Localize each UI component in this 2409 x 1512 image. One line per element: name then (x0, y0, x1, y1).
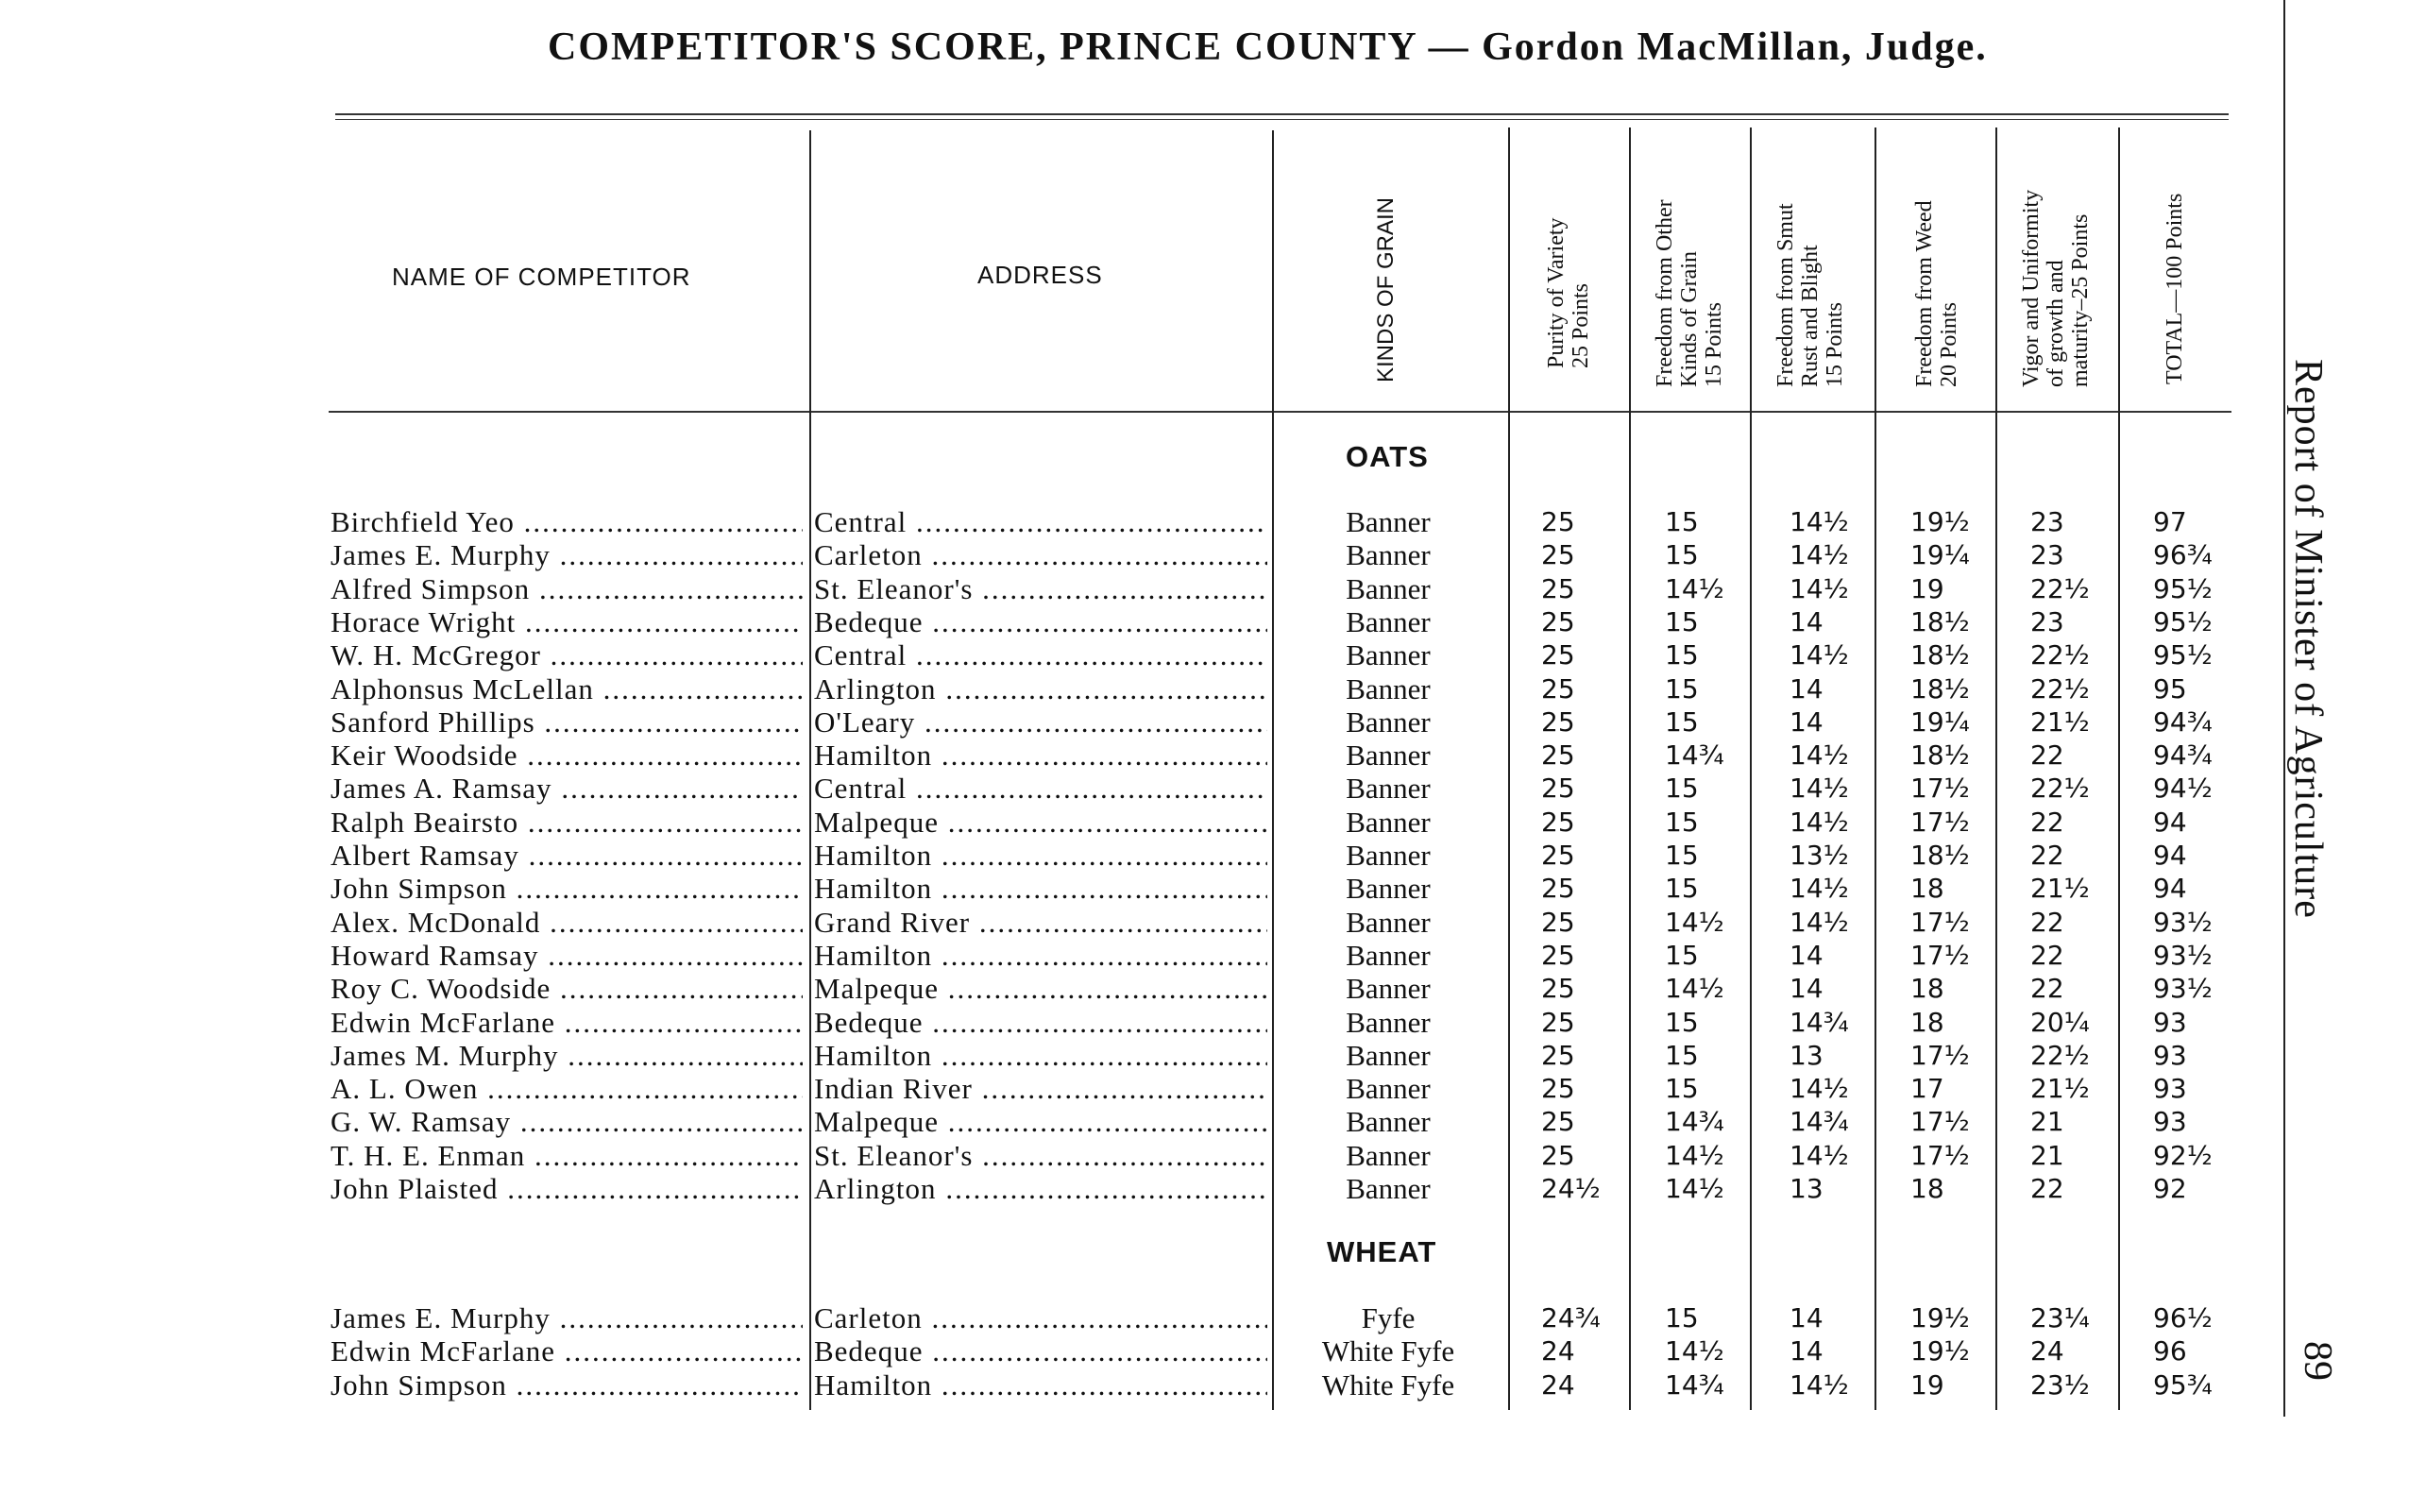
competitor-name: A. L. Owen ..... (331, 1072, 803, 1106)
grain-kind: Banner (1346, 1105, 1431, 1139)
competitor-name: Howard Ramsay ..... (331, 939, 803, 973)
page-title (548, 25, 2153, 70)
header-other-line3: 15 Points (1702, 301, 1726, 387)
score-purity: 24 (1541, 1335, 1575, 1368)
score-vigor: 22 (2030, 906, 2064, 938)
score-smut: 14½ (1790, 639, 1849, 671)
header-freedom-weed (1912, 130, 1961, 387)
header-weed-line1: Freedom from Weed (1912, 200, 1937, 387)
score-smut: 14½ (1790, 1073, 1849, 1105)
header-other-line1: Freedom from Other (1653, 199, 1677, 387)
col-rule-smut (1750, 127, 1752, 1410)
score-total: 92½ (2153, 1139, 2213, 1171)
header-address: ADDRESS (977, 261, 1103, 289)
score-purity: 25 (1541, 773, 1575, 805)
score-vigor: 22 (2030, 939, 2064, 971)
competitor-name: Keir Woodside ..... (331, 739, 803, 773)
grain-kind: Banner (1346, 805, 1431, 839)
grain-kind: Banner (1346, 839, 1431, 872)
score-other: 15 (1665, 840, 1699, 871)
score-other: 15 (1665, 1039, 1699, 1071)
score-weed: 17½ (1910, 1039, 1970, 1071)
score-purity: 25 (1541, 739, 1575, 772)
score-total: 93 (2153, 1039, 2187, 1071)
col-rule-other (1629, 127, 1631, 1410)
score-smut: 14½ (1790, 873, 1849, 905)
score-other: 15 (1665, 672, 1699, 705)
score-vigor: 23¼ (2030, 1302, 2090, 1334)
grain-kind: Banner (1346, 1072, 1431, 1106)
score-total: 95½ (2153, 572, 2213, 604)
score-smut: 14½ (1790, 906, 1849, 938)
score-total: 97 (2153, 506, 2187, 537)
score-weed: 19 (1910, 1368, 1944, 1401)
header-bottom-rule (329, 411, 2231, 413)
score-purity: 25 (1541, 1106, 1575, 1138)
score-smut: 14 (1790, 605, 1824, 637)
score-purity: 24½ (1541, 1173, 1601, 1204)
grain-kind: Banner (1346, 1172, 1431, 1205)
score-vigor: 21½ (2030, 1073, 2090, 1105)
score-smut: 14½ (1790, 739, 1849, 772)
competitor-address: Carleton ..... (814, 538, 1267, 572)
score-total: 94 (2153, 840, 2187, 871)
header-purity (1544, 151, 1593, 368)
score-purity: 25 (1541, 1073, 1575, 1105)
score-weed: 17½ (1910, 773, 1970, 805)
competitor-name: W. H. McGregor ..... (331, 638, 803, 672)
grain-kind: Banner (1346, 905, 1431, 939)
score-smut: 13 (1790, 1039, 1824, 1071)
competitor-name: James E. Murphy ..... (331, 538, 803, 572)
grain-kind: Banner (1346, 638, 1431, 672)
header-freedom-other (1653, 130, 1726, 387)
score-other: 14½ (1665, 1335, 1724, 1368)
score-smut: 14¾ (1790, 1106, 1849, 1138)
score-smut: 14 (1790, 939, 1824, 971)
score-vigor: 21 (2030, 1139, 2064, 1171)
competitor-name: Albert Ramsay ..... (331, 839, 803, 873)
score-smut: 14 (1790, 1335, 1824, 1368)
header-name: NAME OF COMPETITOR (392, 263, 691, 291)
score-other: 14¾ (1665, 1368, 1724, 1401)
score-purity: 25 (1541, 506, 1575, 537)
header-smut-line3: 15 Points (1823, 301, 1847, 387)
score-weed: 18 (1910, 973, 1944, 1005)
score-other: 15 (1665, 1302, 1699, 1334)
competitor-address: Bedeque ..... (814, 1006, 1267, 1040)
score-smut: 14½ (1790, 539, 1849, 571)
score-purity: 25 (1541, 939, 1575, 971)
score-smut: 14 (1790, 672, 1824, 705)
score-vigor: 22½ (2030, 639, 2090, 671)
top-rule (335, 113, 2229, 115)
grain-kind: Banner (1346, 538, 1431, 572)
score-purity: 24 (1541, 1368, 1575, 1401)
score-purity: 25 (1541, 1006, 1575, 1038)
score-smut: 14½ (1790, 1368, 1849, 1401)
header-vigor-line1: Vigor and Uniformity (2019, 189, 2044, 387)
score-smut: 14½ (1790, 1139, 1849, 1171)
score-weed: 19 (1910, 572, 1944, 604)
score-smut: 14½ (1790, 806, 1849, 838)
competitor-name: Sanford Phillips ..... (331, 705, 803, 739)
score-total: 95½ (2153, 605, 2213, 637)
header-total (2163, 127, 2187, 384)
score-vigor: 24 (2030, 1335, 2064, 1368)
score-total: 96½ (2153, 1302, 2213, 1334)
score-weed: 19½ (1910, 1302, 1970, 1334)
score-purity: 25 (1541, 906, 1575, 938)
score-vigor: 22 (2030, 1173, 2064, 1204)
header-freedom-smut (1773, 130, 1847, 387)
score-total: 93½ (2153, 939, 2213, 971)
score-purity: 25 (1541, 1039, 1575, 1071)
score-total: 96 (2153, 1335, 2187, 1368)
grain-kind: Banner (1346, 972, 1431, 1006)
col-rule-weed (1875, 127, 1876, 1410)
score-other: 15 (1665, 705, 1699, 738)
score-purity: 25 (1541, 840, 1575, 871)
score-total: 95¾ (2153, 1368, 2213, 1401)
score-smut: 14¾ (1790, 1006, 1849, 1038)
header-purity-line2: 25 Points (1569, 282, 1593, 368)
score-weed: 19½ (1910, 1335, 1970, 1368)
competitor-address: Hamilton ..... (814, 872, 1267, 906)
score-vigor: 20¼ (2030, 1006, 2090, 1038)
score-weed: 18 (1910, 873, 1944, 905)
score-smut: 13½ (1790, 840, 1849, 871)
score-total: 94 (2153, 873, 2187, 905)
score-purity: 25 (1541, 806, 1575, 838)
score-total: 94 (2153, 806, 2187, 838)
score-smut: 14 (1790, 973, 1824, 1005)
score-smut: 14 (1790, 1302, 1824, 1334)
competitor-address: Bedeque ..... (814, 1334, 1267, 1368)
score-vigor: 22½ (2030, 773, 2090, 805)
score-other: 15 (1665, 639, 1699, 671)
score-purity: 25 (1541, 539, 1575, 571)
competitor-name: Edwin McFarlane ..... (331, 1006, 803, 1040)
header-weed-line2: 20 Points (1937, 301, 1961, 387)
competitor-address: Hamilton ..... (814, 739, 1267, 773)
score-purity: 25 (1541, 873, 1575, 905)
running-title: Report of Minister of Agriculture (2286, 359, 2330, 919)
score-weed: 18 (1910, 1173, 1944, 1204)
competitor-name: Horace Wright ..... (331, 605, 803, 639)
grain-kind: Banner (1346, 705, 1431, 739)
grain-kind: Banner (1346, 1138, 1431, 1172)
score-weed: 17½ (1910, 939, 1970, 971)
header-kinds: KINDS OF GRAIN (1373, 196, 1399, 382)
competitor-address: St. Eleanor's ..... (814, 1139, 1267, 1173)
competitor-name: T. H. E. Enman ..... (331, 1139, 803, 1173)
score-total: 93 (2153, 1073, 2187, 1105)
competitor-name: John Simpson ..... (331, 1368, 803, 1402)
grain-kind: Banner (1346, 938, 1431, 972)
competitor-name: John Plaisted ..... (331, 1172, 803, 1206)
score-vigor: 22 (2030, 973, 2064, 1005)
competitor-address: Carleton ..... (814, 1301, 1267, 1335)
score-weed: 19¼ (1910, 539, 1970, 571)
competitor-address: Hamilton ..... (814, 939, 1267, 973)
score-purity: 25 (1541, 1139, 1575, 1171)
score-vigor: 23½ (2030, 1368, 2090, 1401)
score-smut: 14½ (1790, 572, 1849, 604)
competitor-address: Hamilton ..... (814, 839, 1267, 873)
score-total: 92 (2153, 1173, 2187, 1204)
score-vigor: 22 (2030, 840, 2064, 871)
competitor-name: G. W. Ramsay ..... (331, 1105, 803, 1139)
score-total: 94¾ (2153, 739, 2213, 772)
score-weed: 18½ (1910, 840, 1970, 871)
score-vigor: 21½ (2030, 705, 2090, 738)
competitor-address: Hamilton ..... (814, 1368, 1267, 1402)
grain-kind: Banner (1346, 604, 1431, 638)
competitor-name: Ralph Beairsto ..... (331, 806, 803, 840)
competitor-name: Birchfield Yeo ..... (331, 505, 803, 539)
grain-kind: Banner (1346, 1038, 1431, 1072)
header-purity-line1: Purity of Variety (1544, 217, 1569, 368)
competitor-name: Alex. McDonald ..... (331, 906, 803, 940)
score-total: 93 (2153, 1106, 2187, 1138)
competitor-address: Central ..... (814, 772, 1267, 806)
top-rule-2 (335, 119, 2229, 120)
section-label-oats: OATS (1346, 440, 1429, 473)
score-vigor: 23 (2030, 539, 2064, 571)
score-other: 14¾ (1665, 739, 1724, 772)
score-weed: 17½ (1910, 1139, 1970, 1171)
score-vigor: 23 (2030, 506, 2064, 537)
grain-kind: White Fyfe (1321, 1368, 1455, 1402)
score-other: 15 (1665, 773, 1699, 805)
header-vigor-line3: maturity–25 Points (2068, 213, 2093, 387)
grain-kind: Banner (1346, 872, 1431, 906)
grain-kind: Banner (1346, 571, 1431, 605)
title-judge: — Gordon MacMillan, Judge. (1428, 25, 1988, 69)
score-total: 93½ (2153, 973, 2213, 1005)
score-smut: 13 (1790, 1173, 1824, 1204)
score-purity: 25 (1541, 973, 1575, 1005)
score-total: 95½ (2153, 639, 2213, 671)
competitor-name: James A. Ramsay ..... (331, 772, 803, 806)
score-weed: 17½ (1910, 806, 1970, 838)
section-label-wheat: WHEAT (1327, 1235, 1437, 1268)
col-rule-total (2118, 127, 2120, 1410)
competitor-address: O'Leary ..... (814, 705, 1267, 739)
competitor-address: Malpeque ..... (814, 972, 1267, 1006)
grain-kind: Banner (1346, 671, 1431, 705)
score-vigor: 22 (2030, 739, 2064, 772)
score-other: 15 (1665, 939, 1699, 971)
score-weed: 17 (1910, 1073, 1944, 1105)
score-smut: 14 (1790, 705, 1824, 738)
score-smut: 14½ (1790, 506, 1849, 537)
score-vigor: 22½ (2030, 572, 2090, 604)
competitor-address: Hamilton ..... (814, 1039, 1267, 1073)
score-other: 14½ (1665, 973, 1724, 1005)
score-weed: 18 (1910, 1006, 1944, 1038)
header-other-line2: Kinds of Grain (1677, 251, 1702, 387)
competitor-address: Arlington ..... (814, 672, 1267, 706)
page-number: 89 (2296, 1341, 2339, 1381)
competitor-name: James M. Murphy ..... (331, 1039, 803, 1073)
competitor-address: St. Eleanor's ..... (814, 572, 1267, 606)
score-purity: 25 (1541, 705, 1575, 738)
header-smut-line1: Freedom from Smut (1773, 203, 1798, 387)
score-other: 14½ (1665, 906, 1724, 938)
score-vigor: 22½ (2030, 1039, 2090, 1071)
score-other: 14½ (1665, 572, 1724, 604)
grain-kind: Banner (1346, 1005, 1431, 1039)
score-total: 95 (2153, 672, 2187, 705)
score-other: 14½ (1665, 1173, 1724, 1204)
competitor-address: Malpeque ..... (814, 806, 1267, 840)
score-other: 15 (1665, 806, 1699, 838)
score-purity: 25 (1541, 605, 1575, 637)
score-other: 15 (1665, 506, 1699, 537)
col-rule-purity (1508, 127, 1510, 1410)
score-weed: 18½ (1910, 605, 1970, 637)
score-other: 15 (1665, 1073, 1699, 1105)
score-total: 93½ (2153, 906, 2213, 938)
score-weed: 19½ (1910, 506, 1970, 537)
score-vigor: 22½ (2030, 672, 2090, 705)
col-rule-address (809, 130, 811, 1410)
score-other: 15 (1665, 873, 1699, 905)
competitor-name: Roy C. Woodside ..... (331, 972, 803, 1006)
score-purity: 25 (1541, 572, 1575, 604)
score-weed: 18½ (1910, 672, 1970, 705)
header-vigor-line2: of growth and (2044, 260, 2068, 387)
competitor-name: Alfred Simpson ..... (331, 572, 803, 606)
score-other: 14½ (1665, 1139, 1724, 1171)
competitor-address: Central ..... (814, 505, 1267, 539)
grain-kind: Banner (1346, 772, 1431, 806)
header-vigor (2019, 121, 2093, 387)
grain-kind: White Fyfe (1321, 1334, 1455, 1368)
score-vigor: 21 (2030, 1106, 2064, 1138)
score-vigor: 23 (2030, 605, 2064, 637)
score-total: 93 (2153, 1006, 2187, 1038)
grain-kind: Banner (1346, 739, 1431, 773)
competitor-address: Indian River ..... (814, 1072, 1267, 1106)
competitor-name: Edwin McFarlane ..... (331, 1334, 803, 1368)
score-other: 15 (1665, 605, 1699, 637)
competitor-address: Grand River ..... (814, 906, 1267, 940)
score-vigor: 22 (2030, 806, 2064, 838)
title-main: COMPETITOR'S SCORE, PRINCE COUNTY (548, 25, 1417, 69)
score-other: 14¾ (1665, 1106, 1724, 1138)
score-weed: 17½ (1910, 906, 1970, 938)
competitor-address: Bedeque ..... (814, 605, 1267, 639)
competitor-address: Central ..... (814, 638, 1267, 672)
score-total: 96¾ (2153, 539, 2213, 571)
score-total: 94¾ (2153, 705, 2213, 738)
competitor-address: Arlington ..... (814, 1172, 1267, 1206)
score-weed: 18½ (1910, 639, 1970, 671)
col-rule-vigor (1995, 127, 1997, 1410)
score-weed: 19¼ (1910, 705, 1970, 738)
grain-kind: Banner (1346, 505, 1431, 538)
grain-kind: Fyfe (1361, 1301, 1416, 1334)
score-other: 15 (1665, 1006, 1699, 1038)
header-total-line1: TOTAL—100 Points (2163, 193, 2187, 384)
score-weed: 18½ (1910, 739, 1970, 772)
score-total: 94½ (2153, 773, 2213, 805)
score-purity: 24¾ (1541, 1302, 1601, 1334)
competitor-name: James E. Murphy ..... (331, 1301, 803, 1335)
score-weed: 17½ (1910, 1106, 1970, 1138)
competitor-name: John Simpson ..... (331, 872, 803, 906)
header-smut-line2: Rust and Blight (1798, 245, 1823, 387)
score-vigor: 21½ (2030, 873, 2090, 905)
score-purity: 25 (1541, 639, 1575, 671)
competitor-name: Alphonsus McLellan ..... (331, 672, 803, 706)
score-other: 15 (1665, 539, 1699, 571)
score-smut: 14½ (1790, 773, 1849, 805)
score-purity: 25 (1541, 672, 1575, 705)
competitor-address: Malpeque ..... (814, 1105, 1267, 1139)
